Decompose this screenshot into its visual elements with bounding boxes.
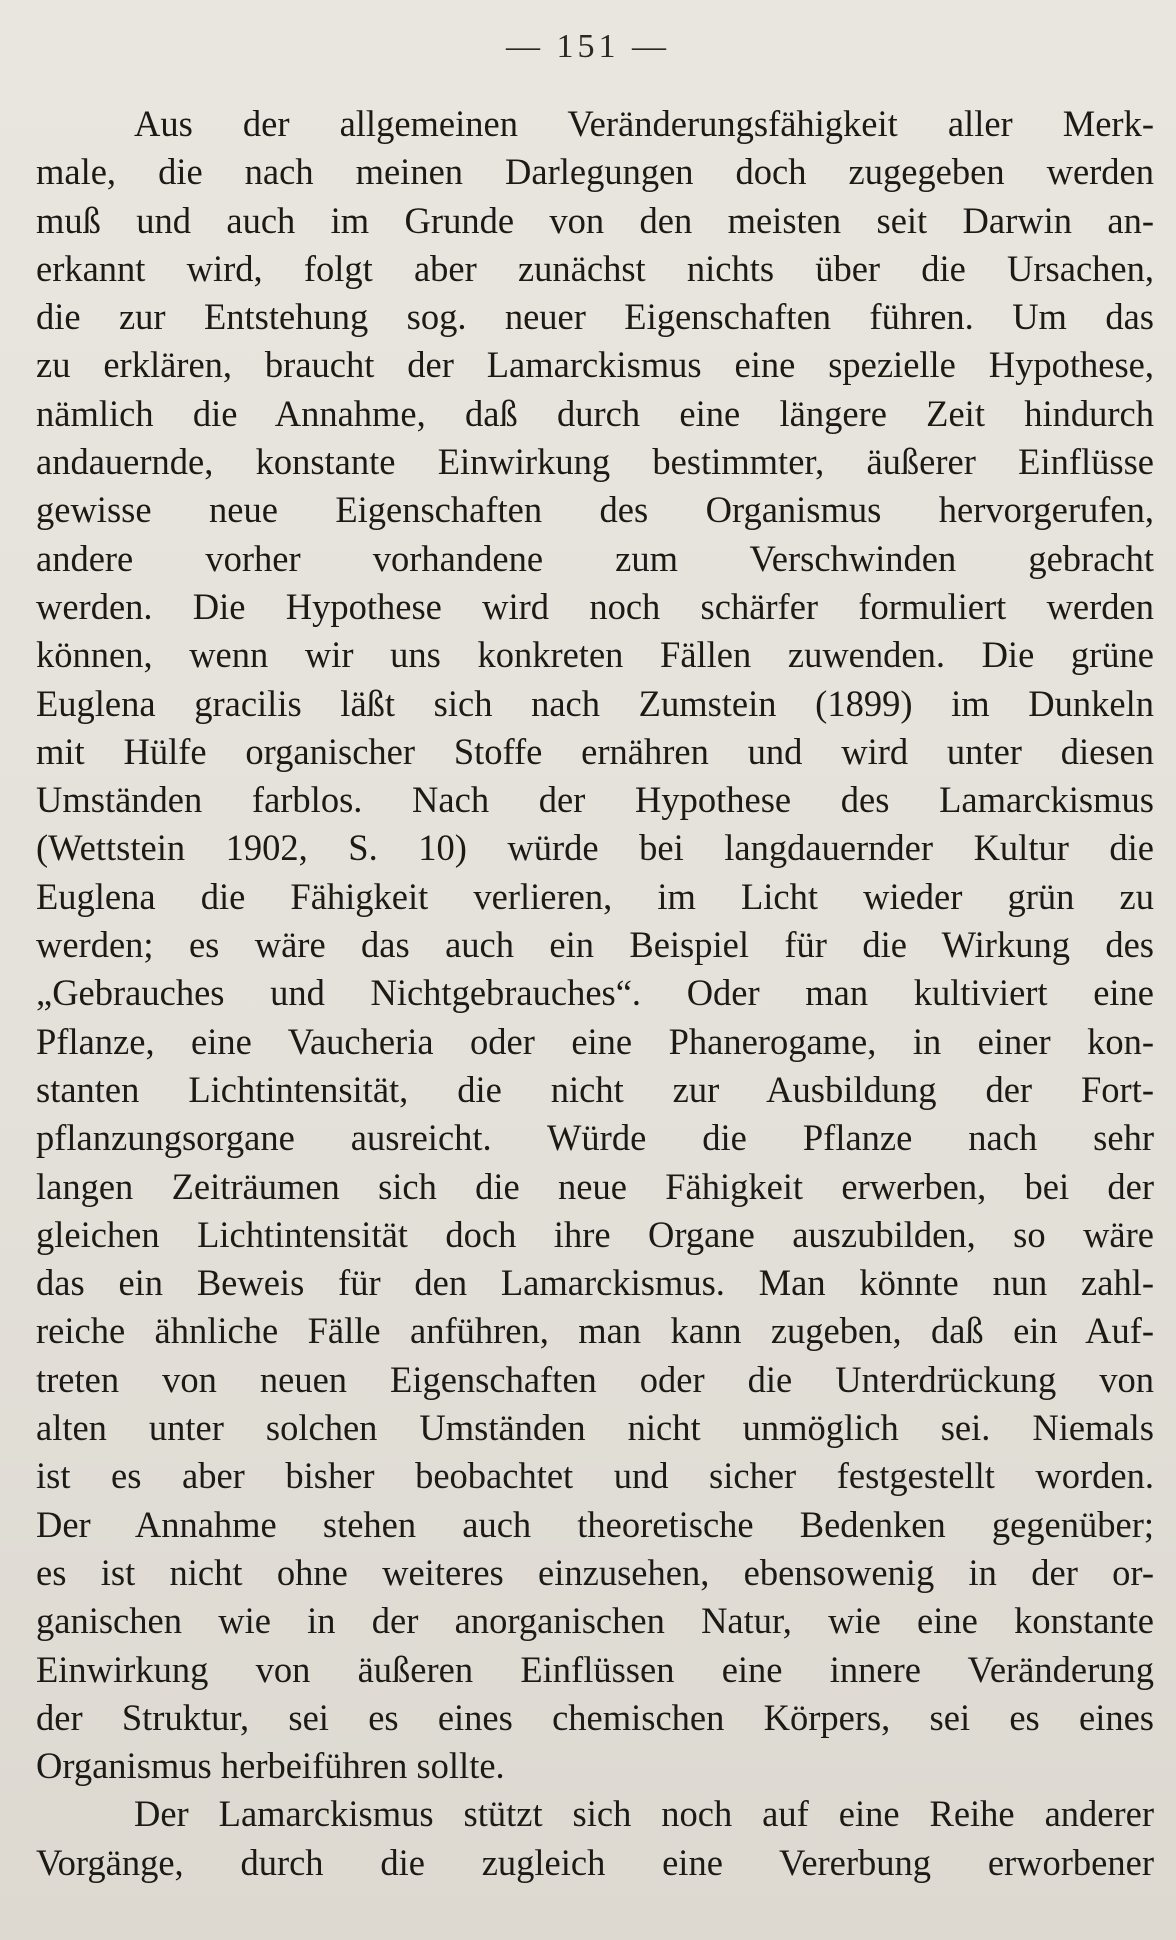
text-line: es ist nicht ohne weiteres einzusehen, ebensowenig in der or- [36, 1551, 1154, 1593]
text-line: stanten Lichtintensität, die nicht zur Ausbildung der Fort- [36, 1068, 1154, 1110]
text-line: nämlich die Annahme, daß durch eine längere Zeit hindurch [36, 392, 1154, 434]
text-line: erkannt wird, folgt aber zunächst nichts über die Ursachen, [36, 247, 1154, 289]
text-line: ganischen wie in der anorganischen Natur, wie eine konstante [36, 1600, 1154, 1642]
text-line: Euglena gracilis läßt sich nach Zumstein (1899) im Dunkeln [36, 682, 1154, 724]
text-line: reiche ähnliche Fälle anführen, man kann zugeben, daß ein Auf- [36, 1310, 1154, 1352]
text-line: muß und auch im Grunde von den meisten seit Darwin an- [36, 199, 1154, 241]
text-line: gleichen Lichtintensität doch ihre Organe auszubilden, so wäre [36, 1213, 1154, 1255]
text-line: das ein Beweis für den Lamarckismus. Man könnte nun zahl- [36, 1262, 1154, 1304]
text-line: mit Hülfe organischer Stoffe ernähren und wird unter diesen [36, 730, 1154, 772]
paragraph-1 [36, 100, 1154, 1790]
text-line: Vorgänge, durch die zugleich eine Vererbung erworbener [36, 1841, 1154, 1883]
body-text [36, 100, 1154, 1887]
text-line: pflanzungsorgane ausreicht. Würde die Pflanze nach sehr [36, 1117, 1154, 1159]
text-line: Umständen farblos. Nach der Hypothese des Lamarckismus [36, 779, 1154, 821]
text-line: Der Annahme stehen auch theoretische Bedenken gegenüber; [36, 1503, 1154, 1545]
text-line: male, die nach meinen Darlegungen doch zugegeben werden [36, 151, 1154, 193]
text-line: Der Lamarckismus stützt sich noch auf eine Reihe anderer [134, 1793, 1154, 1835]
paragraph-2 [36, 1790, 1154, 1887]
text-line: alten unter solchen Umständen nicht unmöglich sei. Niemals [36, 1407, 1154, 1449]
text-line: ist es aber bisher beobachtet und sicher festgestellt worden. [36, 1455, 1154, 1497]
text-line: der Struktur, sei es eines chemischen Körpers, sei es eines [36, 1696, 1154, 1738]
text-line: Euglena die Fähigkeit verlieren, im Licht wieder grün zu [36, 875, 1154, 917]
text-line: langen Zeiträumen sich die neue Fähigkeit erwerben, bei der [36, 1165, 1154, 1207]
text-line: „Gebrauches und Nichtgebrauches“. Oder man kultiviert eine [36, 972, 1154, 1014]
text-line: gewisse neue Eigenschaften des Organismus hervorgerufen, [36, 489, 1154, 531]
text-line: andauernde, konstante Einwirkung bestimmter, äußerer Einflüsse [36, 441, 1154, 483]
text-line: Einwirkung von äußeren Einflüssen eine innere Veränderung [36, 1648, 1154, 1690]
text-line: (Wettstein 1902, S. 10) würde bei langdauernder Kultur die [36, 827, 1154, 869]
text-line: können, wenn wir uns konkreten Fällen zuwenden. Die grüne [36, 634, 1154, 676]
text-line: Pflanze, eine Vaucheria oder eine Phanerogame, in einer kon- [36, 1020, 1154, 1062]
text-line: Aus der allgemeinen Veränderungsfähigkeit aller Merk- [134, 103, 1154, 144]
text-line: werden; es wäre das auch ein Beispiel für die Wirkung des [36, 924, 1154, 966]
text-line: die zur Entstehung sog. neuer Eigenschaften führen. Um das [36, 296, 1154, 338]
text-line: treten von neuen Eigenschaften oder die Unterdrückung von [36, 1358, 1154, 1400]
text-line: zu erklären, braucht der Lamarckismus eine spezielle Hypothese, [36, 344, 1154, 386]
page-number: — 151 — [506, 28, 670, 65]
text-line: Organismus herbeiführen sollte. [36, 1745, 505, 1787]
text-line: werden. Die Hypothese wird noch schärfer formuliert werden [36, 585, 1154, 627]
text-line: andere vorher vorhandene zum Verschwinden gebracht [36, 537, 1154, 579]
